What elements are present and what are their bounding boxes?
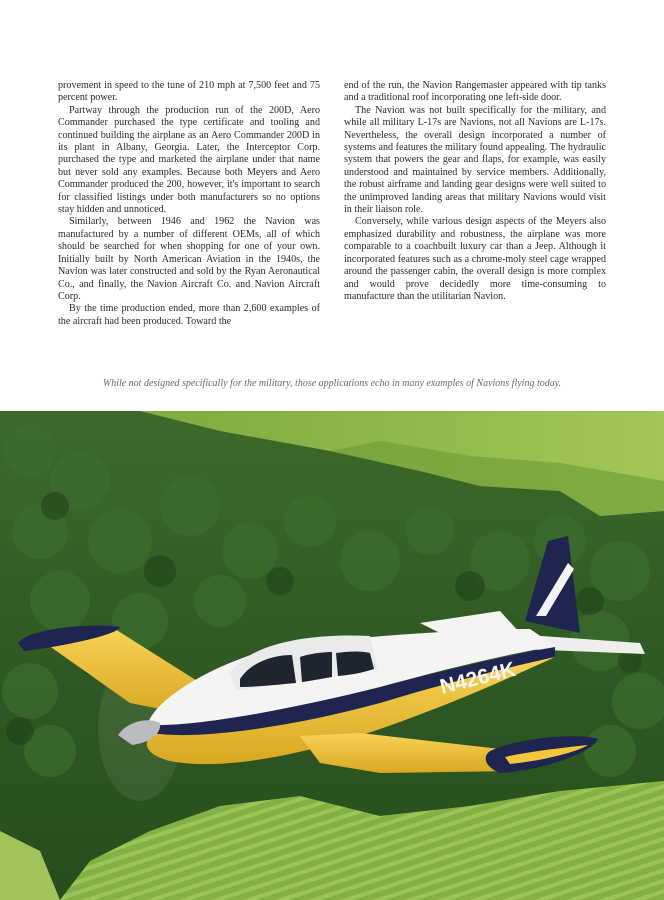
tail-number: N4264K xyxy=(437,657,518,699)
article-column-right xyxy=(344,80,606,328)
aircraft-photo xyxy=(0,411,664,900)
paragraph: The Navion was not built specifically for the military, and while all military L-17s are Navions, not all Navions are L-17s. Nevertheless, the overall design incorporated a number of systems and features the military found appealing. The hydraulic system that powers the gear and flaps, for example, was easily understood and maintained by service members. Additionally, the robust airframe and landing gear designs were well suited to the unimproved landing areas that military Navions would visit in their liaison role. xyxy=(344,104,606,216)
navion-in-flight-illustration xyxy=(0,411,664,900)
paragraph: Conversely, while various design aspects of the Meyers also emphasized durability and robustness, the airplane was more comparable to a coachbuilt luxury car than a Jeep. Although it incorporated features such as a chrome-moly steel cage wrapped around the passenger cabin, the overall design is more complex and would prove decidedly more time-consuming to manufacture than the utilitarian Navion. xyxy=(344,216,606,302)
article-column-left xyxy=(58,80,320,328)
paragraph: provement in speed to the tune of 210 mph at 7,500 feet and 75 percent power. xyxy=(58,80,320,104)
photo-caption: While not designed specifically for the military, those applications echo in many examples of Navions flying today. xyxy=(102,378,562,389)
paragraph: end of the run, the Navion Rangemaster appeared with tip tanks and a traditional roof incorporating one left-side door. xyxy=(344,80,606,104)
paragraph: Similarly, between 1946 and 1962 the Navion was manufactured by a number of different OEMs, all of which should be searched for when shopping for one of your own. Initially built by North American Aviation in the 1940s, the Navion was later constructed and sold by the Ryan Aeronautical Co., and finally, the Navion Aircraft Co. and Navion Aircraft Corp. xyxy=(58,216,320,302)
article-body xyxy=(58,80,606,328)
paragraph: By the time production ended, more than 2,600 examples of the aircraft had been produced. Toward the xyxy=(58,303,320,327)
paragraph: Partway through the production run of the 200D, Aero Commander purchased the type certificate and tooling and continued building the airplane as an Aero Commander 200D in its plant in Albany, Georgia. Later, the Interceptor Corp. purchased the type and marketed the airplane under that name but never sold any examples. Because both Meyers and Aero Commander produced the 200, however, it's important to search for classified listings under both manufacturers so no options stay hidden and unnoticed. xyxy=(58,104,320,216)
